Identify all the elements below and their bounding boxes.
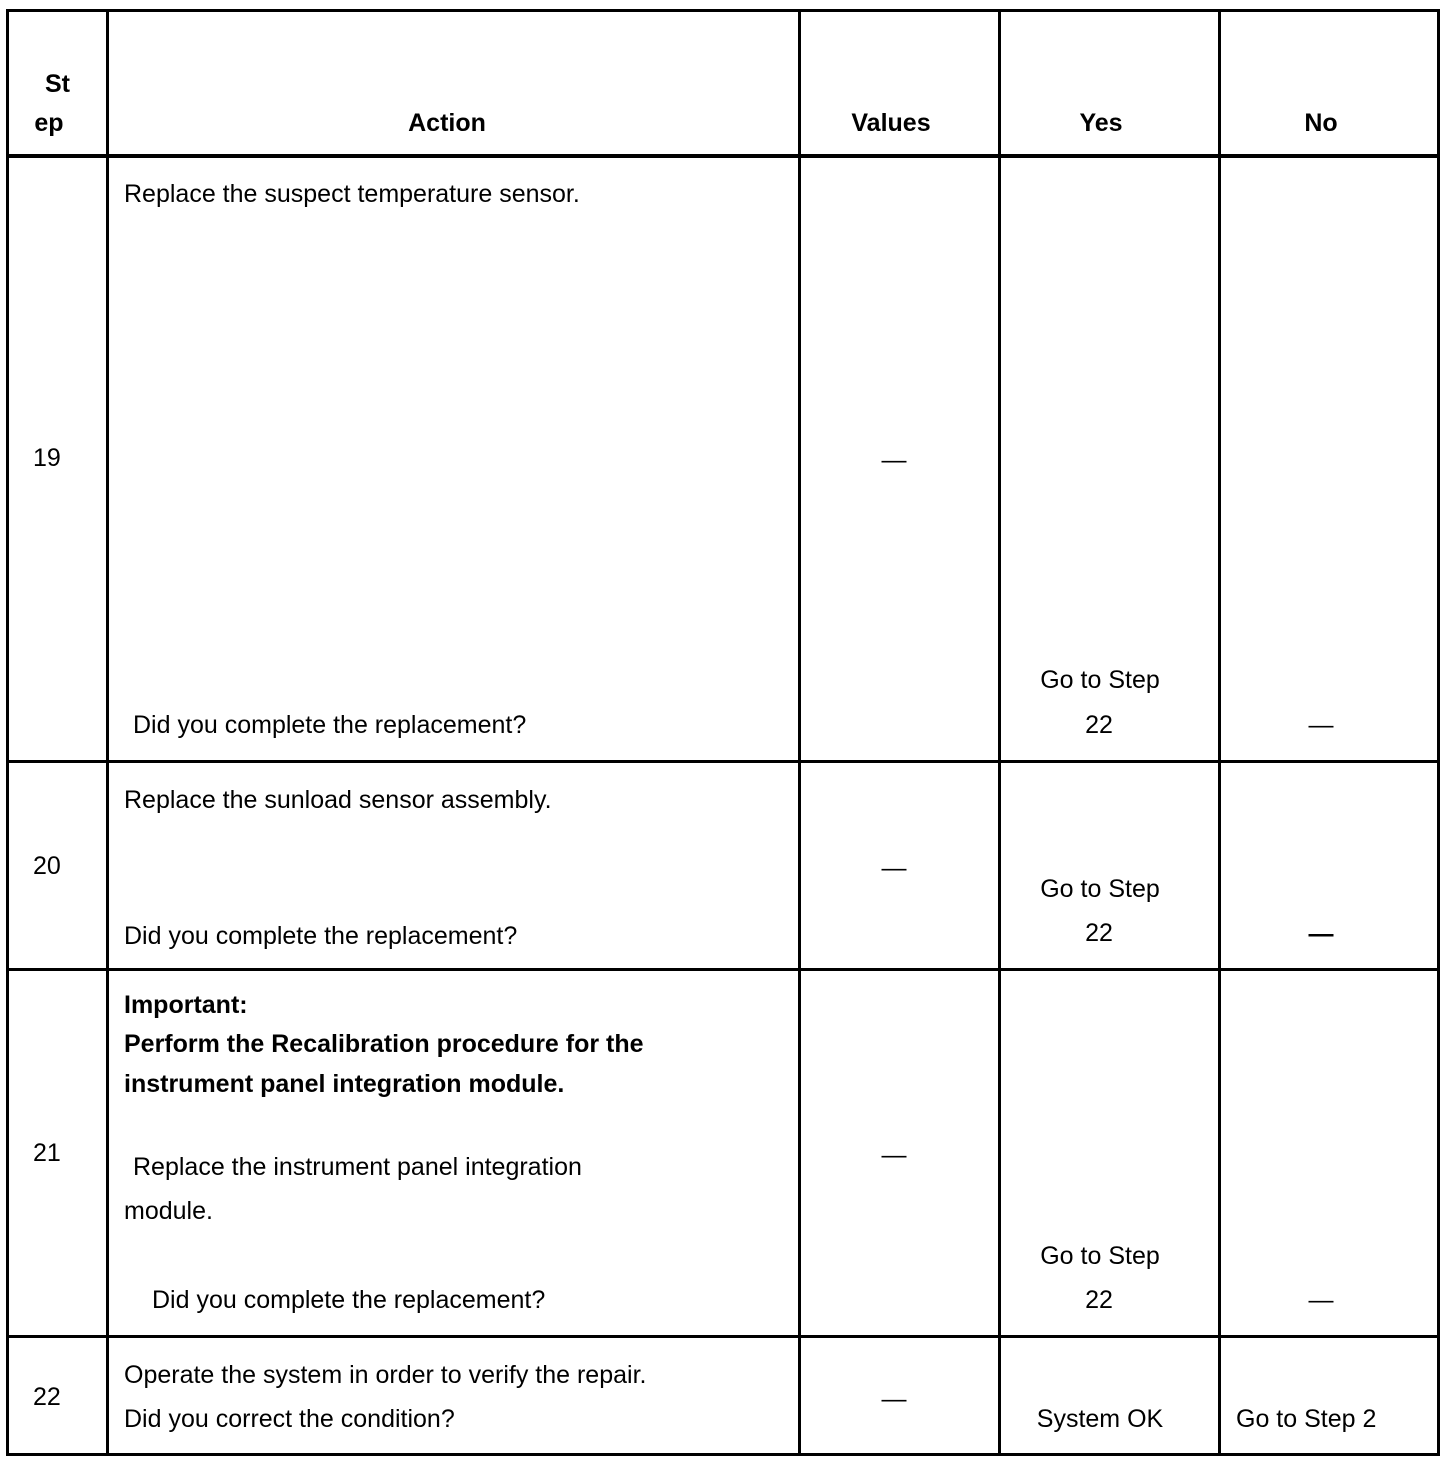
important-note: Perform the Recalibration procedure for the <box>124 1030 644 1058</box>
no-cell: — <box>1308 920 1334 948</box>
values-cell: — <box>881 1385 907 1413</box>
action-question: Did you complete the replacement? <box>133 711 527 739</box>
border-left <box>6 9 9 1456</box>
action-text: Replace the sunload sensor assembly. <box>124 786 552 814</box>
action-text: module. <box>124 1197 213 1225</box>
column-divider <box>106 9 109 1456</box>
yes-cell-line1: Go to Step <box>1040 1242 1160 1270</box>
important-label: Important: <box>124 991 248 1019</box>
header-no: No <box>1304 109 1338 137</box>
header-action: Action <box>408 109 486 137</box>
step-number: 19 <box>33 444 61 472</box>
yes-cell-line2: 22 <box>1085 711 1113 739</box>
header-step-line2: ep <box>34 109 64 137</box>
action-text: Replace the instrument panel integration <box>133 1153 582 1181</box>
action-text: Operate the system in order to verify the repair. <box>124 1361 647 1389</box>
yes-cell-line2: 22 <box>1085 919 1113 947</box>
no-cell: Go to Step 2 <box>1236 1405 1377 1433</box>
border-top <box>6 9 1440 12</box>
values-cell: — <box>881 1141 907 1169</box>
no-cell: — <box>1308 1286 1334 1314</box>
row-divider <box>6 760 1440 763</box>
border-right <box>1437 9 1440 1456</box>
header-values: Values <box>851 109 931 137</box>
important-note: instrument panel integration module. <box>124 1070 565 1098</box>
values-cell: — <box>881 854 907 882</box>
values-cell: — <box>881 446 907 474</box>
border-bottom <box>6 1453 1440 1456</box>
action-question: Did you complete the replacement? <box>152 1286 546 1314</box>
step-number: 22 <box>33 1383 61 1411</box>
header-divider <box>6 154 1440 158</box>
column-divider <box>798 9 801 1456</box>
row-divider <box>6 1335 1440 1338</box>
header-step-line1: St <box>45 70 70 98</box>
step-number: 21 <box>33 1139 61 1167</box>
action-text: Replace the suspect temperature sensor. <box>124 180 580 208</box>
header-yes: Yes <box>1079 109 1123 137</box>
yes-cell-line1: Go to Step <box>1040 666 1160 694</box>
yes-cell-line2: 22 <box>1085 1286 1113 1314</box>
step-number: 20 <box>33 852 61 880</box>
no-cell: — <box>1308 711 1334 739</box>
yes-cell-line1: Go to Step <box>1040 875 1160 903</box>
yes-cell: System OK <box>1036 1405 1164 1433</box>
row-divider <box>6 968 1440 971</box>
action-question: Did you complete the replacement? <box>124 922 518 950</box>
action-question: Did you correct the condition? <box>124 1405 455 1433</box>
